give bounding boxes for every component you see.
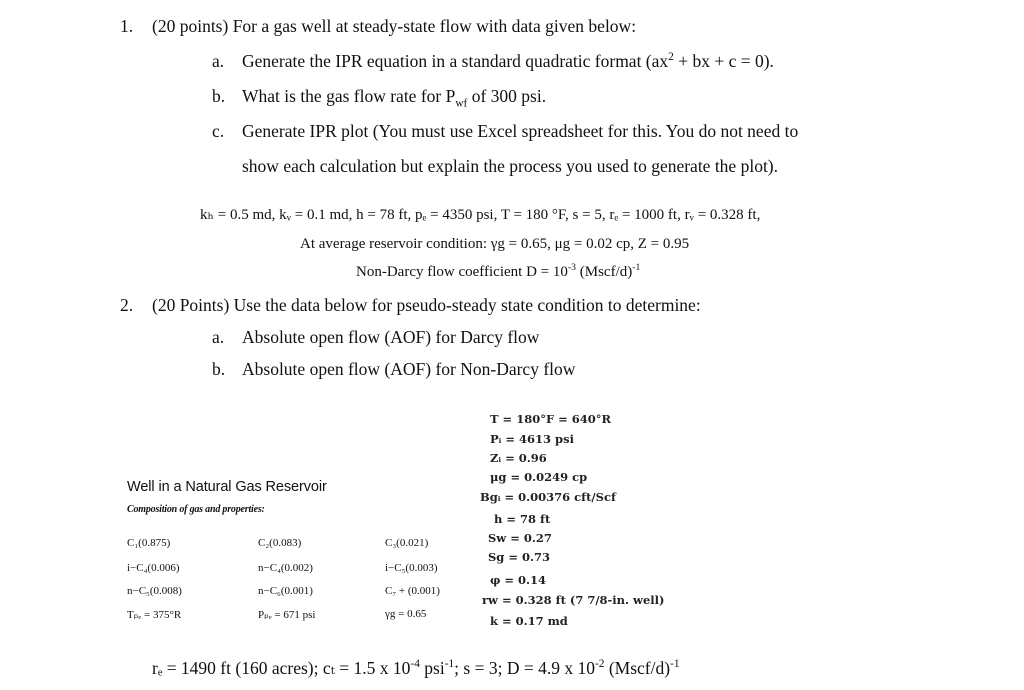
reservoir-line: Sg = 0.73 (488, 550, 550, 564)
comp-cell: C₂(0.083) (258, 537, 302, 549)
reservoir-line: rw = 0.328 ft (7 7/8-in. well) (482, 593, 665, 607)
q1b-letter: b. (212, 86, 226, 106)
reservoir-line: φ = 0.14 (490, 573, 547, 587)
comp-cell: i−C₄(0.006) (127, 562, 180, 574)
q1b-text: What is the gas flow rate for $P_{wf}$ of 300 psi. (242, 86, 547, 110)
comp-cell: C₇ + (0.001) (385, 585, 440, 597)
comp-cell: C₁(0.875) (127, 537, 171, 549)
q1c-letter: c. (212, 121, 225, 141)
reservoir-line: Zᵢ = 0.96 (490, 451, 547, 465)
well-title: Well in a Natural Gas Reservoir (127, 479, 327, 495)
q1a-text: Generate the IPR equation in a standard quadratic format ($ax^2$ + bx + c = 0). (242, 51, 774, 71)
reservoir-line: Pᵢ = 4613 psi (490, 432, 574, 446)
comp-cell: C₃(0.021) (385, 537, 429, 549)
q2a-letter: a. (212, 327, 225, 347)
comp-cell: n−C₅(0.008) (127, 585, 182, 597)
q1c-line2: show each calculation but explain the process you used to generate the plot). (242, 156, 779, 176)
reservoir-line: μg = 0.0249 cp (490, 470, 588, 484)
q1a-letter: a. (212, 51, 225, 71)
reservoir-line: Sw = 0.27 (488, 531, 552, 545)
q1-params-line1: kₕ = 0.5 md, kᵥ = 0.1 md, h = 78 ft, pₑ = 4350 psi, T = 180 °F, s = 5, rₑ = 1000 ft, rᵥ = 0.328 ft, (200, 207, 761, 223)
q2b-text: Absolute open flow (AOF) for Non-Darcy flow (242, 359, 576, 379)
q2-stem: (20 Points) Use the data below for pseudo-steady state condition to determine: (152, 295, 701, 315)
well-subtitle: Composition of gas and properties: (127, 504, 265, 515)
footer-params: rₑ = 1490 ft (160 acres); cₜ = 1.5 x $10^{-4}$ psi$^{-1}$; s = 3; D = 4.9 x $10^{-2}$ (Mscf/d)$^{-1}$ (152, 658, 680, 678)
reservoir-line: T = 180°F = 640°R (490, 412, 612, 426)
comp-cell: n−C₆(0.001) (258, 585, 313, 597)
reservoir-line: Bgᵢ = 0.00376 cft/Scf (480, 490, 616, 504)
comp-cell: n−C₄(0.002) (258, 562, 313, 574)
comp-cell: Tₚₑ = 375°R (127, 609, 182, 621)
comp-cell: Pₚₑ = 671 psi (258, 609, 316, 621)
q2a-text: Absolute open flow (AOF) for Darcy flow (242, 327, 540, 347)
q1-params-line2: At average reservoir condition: γg = 0.65, μg = 0.02 cp, Z = 0.95 (300, 236, 690, 252)
reservoir-line: k = 0.17 md (490, 614, 568, 628)
q1c-line1: Generate IPR plot (You must use Excel spreadsheet for this. You do not need to (242, 121, 799, 141)
reservoir-line: h = 78 ft (494, 512, 551, 526)
q2b-letter: b. (212, 359, 226, 379)
q1-params-line3: Non-Darcy flow coefficient $D = 10^{-3}$ (Mscf/d)$^{-1}$ (356, 262, 641, 280)
q1-number: 1. (120, 16, 134, 36)
comp-cell: i−C₅(0.003) (385, 562, 438, 574)
q1-stem: (20 points) For a gas well at steady-state flow with data given below: (152, 16, 637, 36)
comp-cell: γg = 0.65 (385, 608, 427, 620)
q2-number: 2. (120, 295, 134, 315)
